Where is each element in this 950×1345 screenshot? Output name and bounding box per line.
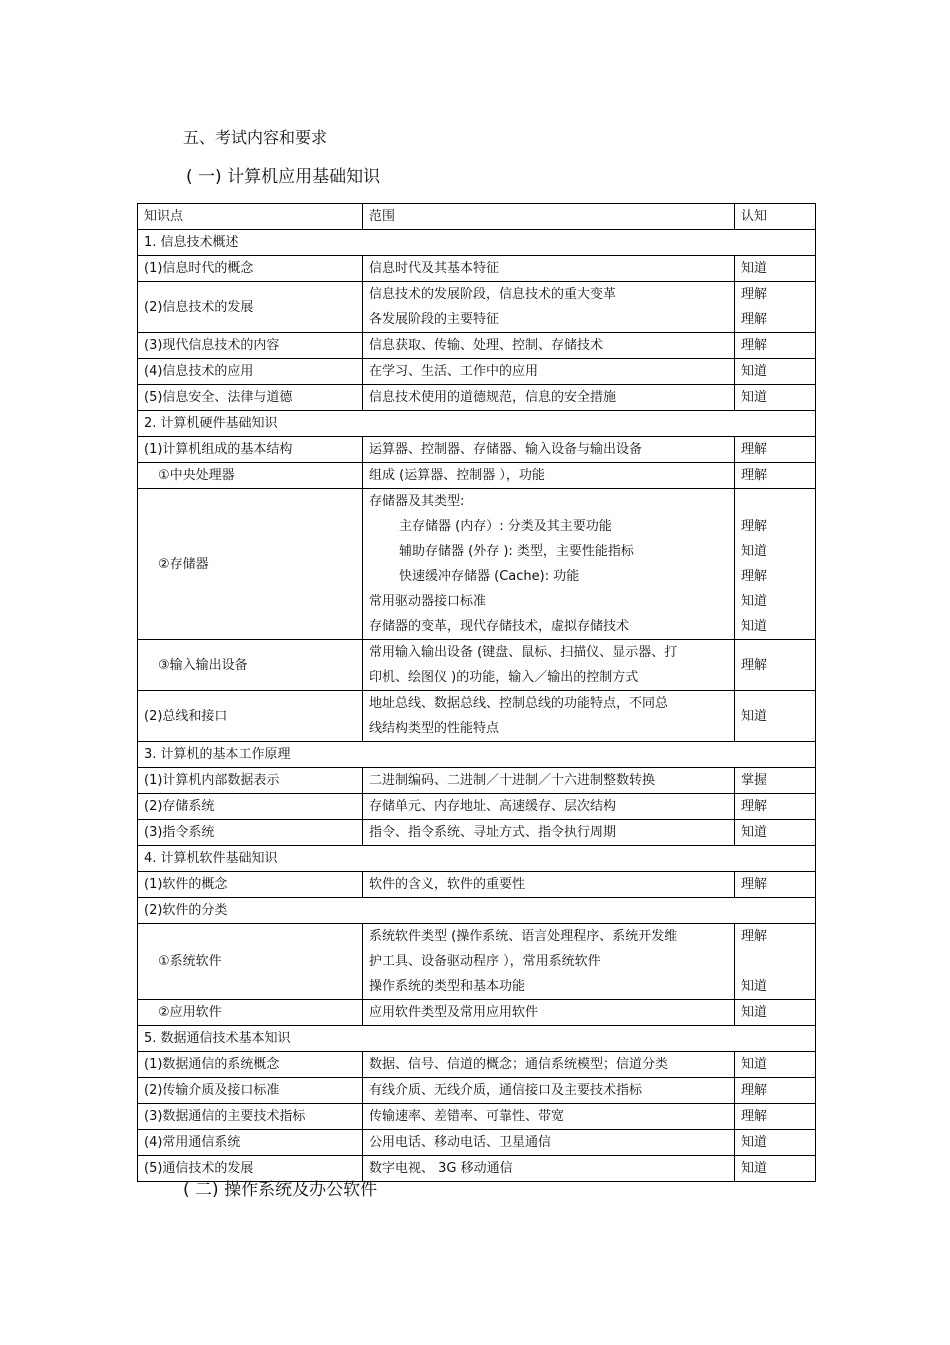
cognition-level: 理解 — [741, 519, 768, 534]
cognition-level: 知道 — [741, 390, 768, 405]
group-title: 3. 计算机的基本工作原理 — [138, 742, 816, 768]
cognition-level: 知道 — [741, 594, 768, 609]
cognition-level: 知道 — [741, 979, 768, 994]
group-title: 4. 计算机软件基础知识 — [138, 846, 816, 872]
table-row — [138, 1000, 816, 1026]
table-row — [138, 437, 816, 463]
scope-line: 护工具、设备驱动程序 ），常用系统软件 — [369, 954, 601, 969]
scope-line: 辅助存储器 (外存 ): 类型，主要性能指标 — [399, 544, 634, 559]
scope-line: 操作系统的类型和基本功能 — [369, 979, 526, 994]
table-row — [138, 820, 816, 846]
knowledge-point: ①中央处理器 — [138, 463, 363, 489]
scope-line: 地址总线、数据总线、控制总线的功能特点，不同总 — [369, 696, 669, 711]
group-title-row — [138, 230, 816, 256]
cognition-cell — [735, 256, 816, 282]
cognition-level: 知道 — [741, 708, 768, 724]
part1-heading: ( 一) 计算机应用基础知识 — [186, 167, 381, 187]
cognition-cell — [735, 1130, 816, 1156]
group-title-row — [138, 742, 816, 768]
scope-cell — [363, 385, 735, 411]
scope-cell — [363, 691, 735, 742]
scope-line: 存储单元、内存地址、高速缓存、层次结构 — [369, 799, 617, 814]
table-row — [138, 794, 816, 820]
knowledge-point: (1)软件的概念 — [138, 872, 363, 898]
scope-line: 信息技术的发展阶段，信息技术的重大变革 — [369, 287, 617, 302]
section-heading: 五、考试内容和要求 — [183, 128, 328, 147]
table-row — [138, 489, 816, 640]
cognition-level: 理解 — [741, 657, 768, 673]
knowledge-point: (3)指令系统 — [138, 820, 363, 846]
table-row — [138, 256, 816, 282]
group-title-row — [138, 898, 816, 924]
table-row — [138, 1104, 816, 1130]
knowledge-point: ②应用软件 — [138, 1000, 363, 1026]
cognition-cell — [735, 794, 816, 820]
scope-line: 指令、指令系统、寻址方式、指令执行周期 — [369, 825, 617, 840]
scope-cell — [363, 282, 735, 333]
group-title: 5. 数据通信技术基本知识 — [138, 1026, 816, 1052]
knowledge-point: (5)通信技术的发展 — [138, 1156, 363, 1182]
table-row — [138, 463, 816, 489]
header-knowledge-point: 知识点 — [138, 204, 363, 230]
scope-line: 有线介质、无线介质，通信接口及主要技术指标 — [369, 1083, 643, 1098]
scope-line: 运算器、控制器、存储器、输入设备与输出设备 — [369, 442, 643, 457]
knowledge-point: (1)信息时代的概念 — [138, 256, 363, 282]
table-row — [138, 924, 816, 1000]
knowledge-point: (2)信息技术的发展 — [138, 282, 363, 333]
knowledge-point: (4)常用通信系统 — [138, 1130, 363, 1156]
scope-line: 快速缓冲存储器 (Cache): 功能 — [399, 569, 580, 584]
group-title-row — [138, 846, 816, 872]
scope-cell — [363, 1000, 735, 1026]
table-row — [138, 282, 816, 333]
cognition-level: 知道 — [741, 1135, 768, 1150]
cognition-cell — [735, 489, 816, 640]
cognition-level: 理解 — [741, 338, 768, 353]
cognition-level: 理解 — [741, 442, 768, 457]
cognition-cell — [735, 924, 816, 1000]
part2-heading: ( 二) 操作系统及办公软件 — [183, 1180, 378, 1200]
cognition-level: 理解 — [741, 287, 768, 302]
knowledge-point: (2)总线和接口 — [138, 691, 363, 742]
knowledge-point: (1)计算机组成的基本结构 — [138, 437, 363, 463]
cognition-cell — [735, 437, 816, 463]
cognition-cell — [735, 691, 816, 742]
cognition-level — [741, 949, 815, 974]
scope-line: 存储器的变革，现代存储技术，虚拟存储技术 — [369, 619, 630, 634]
cognition-cell — [735, 1000, 816, 1026]
cognition-level: 知道 — [741, 544, 768, 559]
scope-cell — [363, 359, 735, 385]
table-row — [138, 1078, 816, 1104]
scope-cell — [363, 437, 735, 463]
table-row — [138, 691, 816, 742]
cognition-level: 知道 — [741, 825, 768, 840]
cognition-cell — [735, 768, 816, 794]
knowledge-point: (1)数据通信的系统概念 — [138, 1052, 363, 1078]
scope-line: 数字电视、 3G 移动通信 — [369, 1161, 513, 1176]
table-row — [138, 872, 816, 898]
table-row — [138, 1052, 816, 1078]
table-header-row — [138, 204, 816, 230]
scope-line: 各发展阶段的主要特征 — [369, 312, 500, 327]
cognition-cell — [735, 1104, 816, 1130]
scope-cell — [363, 924, 735, 1000]
cognition-level: 掌握 — [741, 773, 768, 788]
scope-line: 存储器及其类型: — [369, 494, 465, 509]
scope-cell — [363, 1104, 735, 1130]
knowledge-point: (1)计算机内部数据表示 — [138, 768, 363, 794]
scope-line: 信息技术使用的道德规范，信息的安全措施 — [369, 390, 617, 405]
scope-line: 主存储器 (内存）: 分类及其主要功能 — [399, 519, 612, 534]
knowledge-point: (3)现代信息技术的内容 — [138, 333, 363, 359]
scope-line: 信息获取、传输、处理、控制、存储技术 — [369, 338, 604, 353]
scope-cell — [363, 489, 735, 640]
cognition-cell — [735, 463, 816, 489]
cognition-cell — [735, 1052, 816, 1078]
scope-cell — [363, 1052, 735, 1078]
group-title-row — [138, 411, 816, 437]
cognition-level: 知道 — [741, 1057, 768, 1072]
scope-line: 公用电话、移动电话、卫星通信 — [369, 1135, 552, 1150]
knowledge-point: ③输入输出设备 — [138, 640, 363, 691]
cognition-cell — [735, 333, 816, 359]
table-row — [138, 1130, 816, 1156]
scope-line: 传输速率、差错率、可靠性、带宽 — [369, 1109, 565, 1124]
cognition-cell — [735, 385, 816, 411]
group-title: (2)软件的分类 — [138, 898, 816, 924]
header-cognition: 认知 — [735, 204, 816, 230]
knowledge-point: (3)数据通信的主要技术指标 — [138, 1104, 363, 1130]
scope-cell — [363, 256, 735, 282]
cognition-level: 理解 — [741, 929, 768, 944]
table-row — [138, 333, 816, 359]
scope-line: 应用软件类型及常用应用软件 — [369, 1005, 539, 1020]
cognition-level: 知道 — [741, 619, 768, 634]
scope-cell — [363, 794, 735, 820]
scope-cell — [363, 1130, 735, 1156]
scope-line: 软件的含义，软件的重要性 — [369, 877, 526, 892]
table-row — [138, 359, 816, 385]
scope-line: 线结构类型的性能特点 — [369, 721, 500, 736]
header-scope: 范围 — [363, 204, 735, 230]
group-title: 2. 计算机硬件基础知识 — [138, 411, 816, 437]
knowledge-table — [137, 203, 816, 1182]
scope-cell — [363, 640, 735, 691]
scope-line: 二进制编码、二进制／十进制／十六进制整数转换 — [369, 773, 656, 788]
cognition-cell — [735, 640, 816, 691]
table-row — [138, 768, 816, 794]
table-row — [138, 640, 816, 691]
cognition-level: 知道 — [741, 261, 768, 276]
scope-cell — [363, 463, 735, 489]
scope-line: 组成 (运算器、控制器 ），功能 — [369, 468, 545, 483]
table-row — [138, 385, 816, 411]
cognition-level: 理解 — [741, 569, 768, 584]
cognition-level: 知道 — [741, 1161, 768, 1176]
scope-cell — [363, 872, 735, 898]
scope-line: 信息时代及其基本特征 — [369, 261, 500, 276]
scope-line: 常用输入输出设备 (键盘、鼠标、扫描仪、显示器、打 — [369, 645, 678, 660]
cognition-level: 理解 — [741, 468, 768, 483]
knowledge-point: (5)信息安全、法律与道德 — [138, 385, 363, 411]
cognition-cell — [735, 1156, 816, 1182]
cognition-cell — [735, 359, 816, 385]
group-title-row — [138, 1026, 816, 1052]
scope-cell — [363, 1078, 735, 1104]
scope-cell — [363, 333, 735, 359]
scope-line: 系统软件类型 (操作系统、语言处理程序、系统开发维 — [369, 929, 678, 944]
cognition-level — [741, 489, 815, 514]
scope-cell — [363, 768, 735, 794]
group-title: 1. 信息技术概述 — [138, 230, 816, 256]
knowledge-point: ①系统软件 — [138, 924, 363, 1000]
knowledge-point: ②存储器 — [138, 489, 363, 640]
cognition-level: 理解 — [741, 799, 768, 814]
cognition-cell — [735, 872, 816, 898]
scope-line: 数据、信号、信道的概念；通信系统模型；信道分类 — [369, 1057, 669, 1072]
cognition-level: 理解 — [741, 312, 768, 327]
cognition-cell — [735, 1078, 816, 1104]
knowledge-point: (4)信息技术的应用 — [138, 359, 363, 385]
scope-line: 印机、绘图仪 )的功能，输入／输出的控制方式 — [369, 670, 639, 685]
knowledge-point: (2)传输介质及接口标准 — [138, 1078, 363, 1104]
knowledge-point: (2)存储系统 — [138, 794, 363, 820]
cognition-cell — [735, 282, 816, 333]
scope-cell — [363, 820, 735, 846]
scope-line: 常用驱动器接口标准 — [369, 594, 487, 609]
cognition-level: 知道 — [741, 1005, 768, 1020]
cognition-cell — [735, 820, 816, 846]
cognition-level: 理解 — [741, 1083, 768, 1098]
cognition-level: 理解 — [741, 1109, 768, 1124]
scope-cell — [363, 1156, 735, 1182]
cognition-level: 知道 — [741, 364, 768, 379]
cognition-level: 理解 — [741, 877, 768, 892]
scope-line: 在学习、生活、工作中的应用 — [369, 364, 539, 379]
